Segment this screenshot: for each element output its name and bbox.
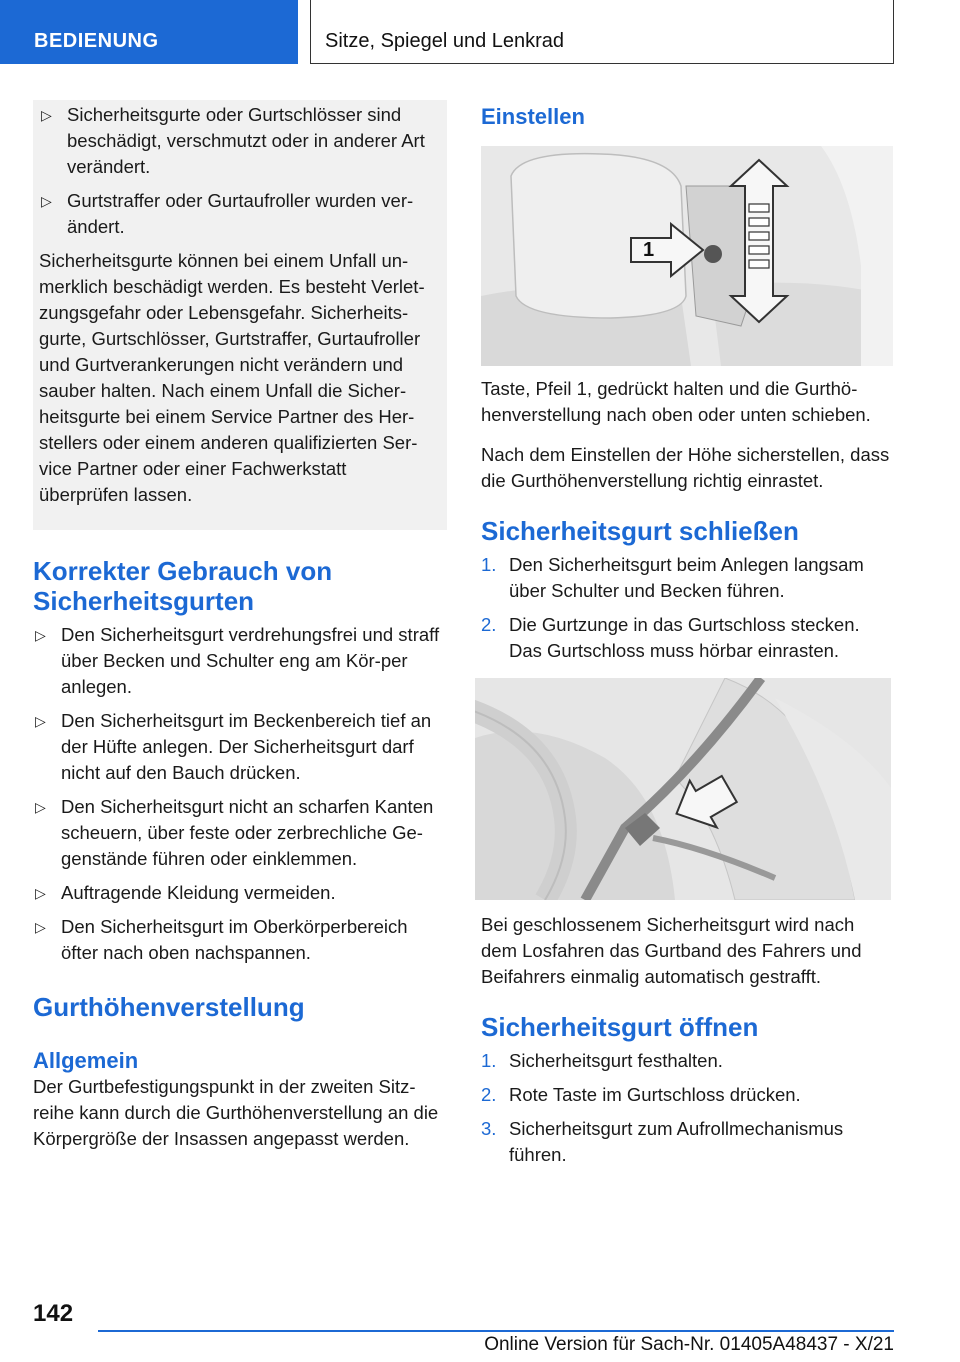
- figure-belt-buckle: [475, 678, 891, 900]
- step-item: 1. Den Sicherheitsgurt beim Anlegen langsam über Schulter und Becken führen.: [481, 554, 864, 601]
- triangle-right-icon: ▷: [35, 713, 46, 729]
- general-heading: Allgemein: [33, 1048, 139, 1073]
- warning-text: Sicherheitsgurte können bei einem Unfall un-merklich beschädigt werden. Es besteht Verlet-zungsgefahr oder Lebensgefahr. Sicherheits-gurte, Gurtschlösser, Gurtstraffer, Gurtaufroller und Gurtverankerungen nicht verändern und sauber halten. Nach einem Unfall die Sicher-heitsgurte bei einem Service Partner des Her-stellers oder einem anderen qualifizierten Ser-vice Partner oder einer Fachwerkstatt überprüfen lassen.: [39, 250, 425, 505]
- triangle-right-icon: ▷: [35, 919, 46, 935]
- list-item: ▷ Den Sicherheitsgurt verdrehungsfrei und straff über Becken und Schulter eng am Kör-per anlegen.: [35, 624, 440, 697]
- list-item: ▷ Den Sicherheitsgurt im Oberkörperbereich öfter nach oben nachspannen.: [35, 916, 408, 963]
- close-steps: [481, 552, 893, 664]
- list-item: ▷ Den Sicherheitsgurt im Beckenbereich tief an der Hüfte anlegen. Der Sicherheitsgurt darf nicht auf den Bauch drücken.: [35, 710, 432, 783]
- triangle-right-icon: ▷: [35, 627, 46, 643]
- belt-adjuster-illustration: [481, 146, 893, 366]
- list-item: ▷ Den Sicherheitsgurt nicht an scharfen Kanten scheuern, über feste oder zerbrechliche Ge-genstände führen oder einklemmen.: [35, 796, 434, 869]
- step-item: 3. Sicherheitsgurt zum Aufrollmechanismus führen.: [481, 1118, 844, 1165]
- open-belt-heading: Sicherheitsgurt öffnen: [481, 1012, 759, 1042]
- section-tab[interactable]: BEDIENUNG: [0, 0, 298, 64]
- height-adjust-heading: Gurthöhenverstellung: [33, 992, 305, 1022]
- adjust-caption: Taste, Pfeil 1, gedrückt halten und die Gurthö-henverstellung nach oben oder unten schieben.: [481, 378, 871, 425]
- open-steps: [481, 1048, 893, 1168]
- general-text: Der Gurtbefestigungspunkt in der zweiten Sitz-reihe kann durch die Gurthöhenverstellung an die Körpergröße der Insassen angepasst werden.: [33, 1076, 439, 1149]
- right-column: [481, 100, 893, 1176]
- close-belt-heading: Sicherheitsgurt schließen: [481, 516, 799, 546]
- triangle-right-icon: ▷: [35, 799, 46, 815]
- footer-divider: [98, 1330, 894, 1332]
- warning-item: ▷ Gurtstraffer oder Gurtaufroller wurden ver-ändert.: [41, 190, 414, 237]
- chapter-title: Sitze, Spiegel und Lenkrad: [310, 0, 894, 64]
- callout-1: 1: [643, 239, 655, 261]
- adjust-note: Nach dem Einstellen der Höhe sicherstellen, dass die Gurthöhenverstellung richtig einrastet.: [481, 444, 890, 491]
- list-item: ▷ Auftragende Kleidung vermeiden.: [33, 880, 447, 906]
- warning-box: [33, 100, 447, 530]
- correct-use-list: [33, 622, 447, 966]
- correct-use-heading: Korrekter Gebrauch von Sicherheitsgurten: [33, 556, 333, 616]
- triangle-right-icon: ▷: [41, 193, 52, 209]
- left-column: [33, 100, 447, 1152]
- step-item: 2. Die Gurtzunge in das Gurtschloss stecken. Das Gurtschloss muss hörbar einrasten.: [481, 614, 860, 661]
- triangle-right-icon: ▷: [35, 885, 46, 901]
- step-item: 2. Rote Taste im Gurtschloss drücken.: [481, 1084, 801, 1105]
- belt-buckle-illustration: [475, 678, 891, 900]
- step-item: 1. Sicherheitsgurt festhalten.: [481, 1050, 723, 1071]
- page-number: 142: [33, 1300, 74, 1327]
- adjust-heading: Einstellen: [481, 104, 585, 129]
- footer-version[interactable]: Online Version für Sach-Nr. 01405A48437 - X/21: [484, 1334, 894, 1355]
- close-caption: Bei geschlossenem Sicherheitsgurt wird nach dem Losfahren das Gurtband des Fahrers und Beifahrers einmalig automatisch gestrafft.: [481, 914, 862, 987]
- triangle-right-icon: ▷: [41, 107, 52, 123]
- warning-item: ▷ Sicherheitsgurte oder Gurtschlösser sind beschädigt, verschmutzt oder in anderer Art verändert.: [41, 104, 425, 177]
- figure-belt-height-adjuster: [481, 146, 893, 366]
